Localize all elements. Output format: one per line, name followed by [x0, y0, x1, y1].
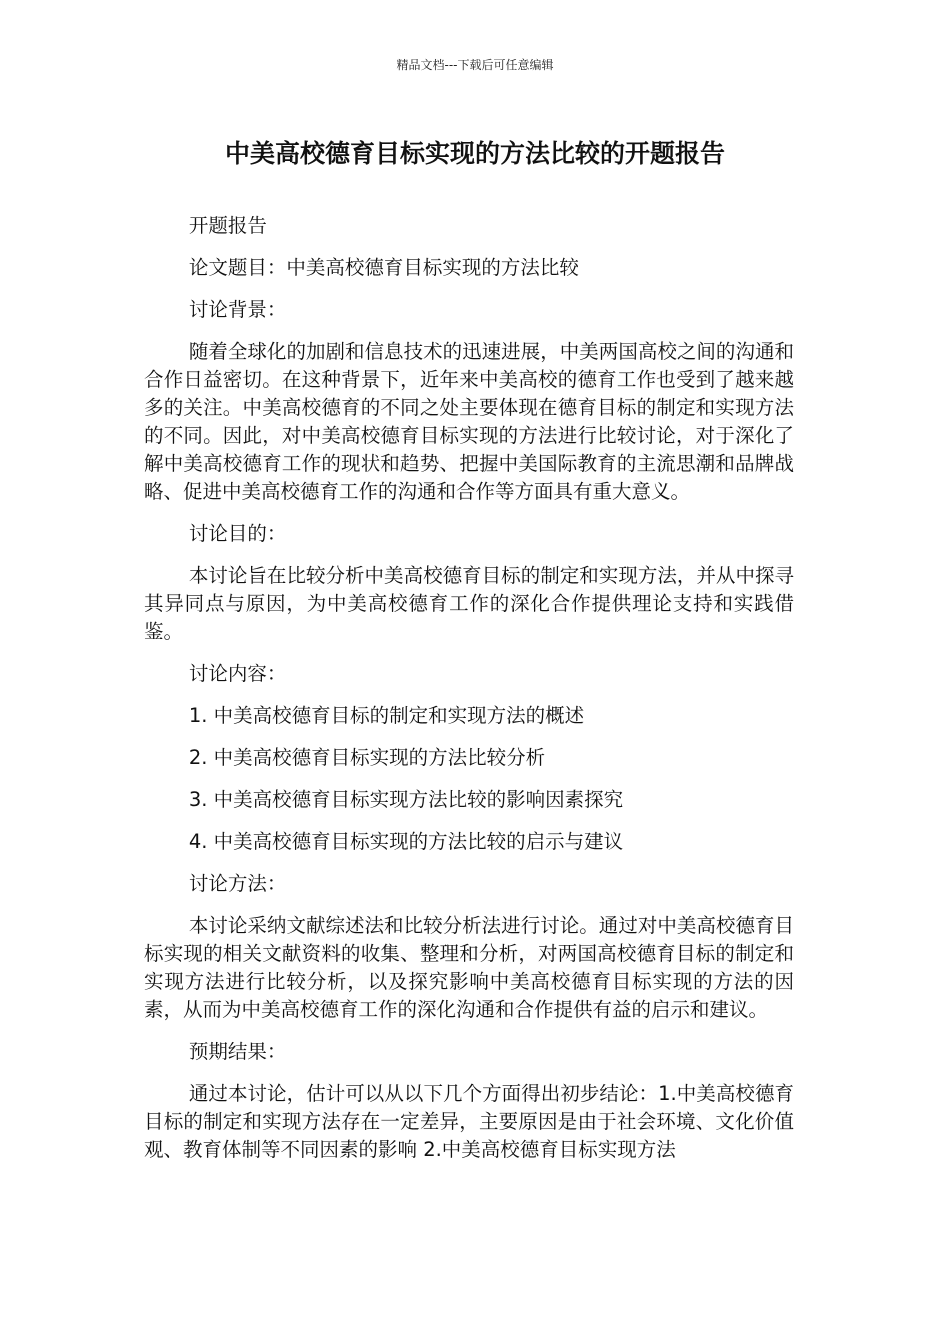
section-label-purpose: 讨论目的： [188, 522, 287, 545]
paragraph-expected-results: 通过本讨论，估计可以从以下几个方面得出初步结论：1.中美高校德育目标的制定和实现方法存在一定差异，主要原因是由于社会环境、文化价值观、教育体制等不同因素的影响 2.中美高校德育目标实现方法 [144, 1082, 794, 1161]
section-label-content: 讨论内容： [188, 662, 287, 685]
paragraph-purpose: 本讨论旨在比较分析中美高校德育目标的制定和实现方法，并从中探寻其异同点与原因，为中美高校德育工作的深化合作提供理论支持和实践借鉴。 [144, 564, 794, 643]
document-body [144, 212, 794, 1164]
content-item-2: 2. 中美高校德育目标实现的方法比较分析 [188, 746, 546, 769]
paragraph-method: 本讨论采纳文献综述法和比较分析法进行讨论。通过对中美高校德育目标实现的相关文献资料的收集、整理和分析，对两国高校德育目标的制定和实现方法进行比较分析，以及探究影响中美高校德育目标实现的方法的因素，从而为中美高校德育工作的深化沟通和合作提供有益的启示和建议。 [144, 914, 794, 1021]
section-label-background: 讨论背景： [188, 298, 287, 321]
content-item-1: 1. 中美高校德育目标的制定和实现方法的概述 [188, 704, 585, 727]
section-label-method: 讨论方法： [188, 872, 287, 895]
section-label-expected-results: 预期结果： [188, 1040, 287, 1063]
page-header-note: 精品文档---下载后可任意编辑 [396, 58, 554, 72]
document-title: 中美高校德育目标实现的方法比较的开题报告 [224, 139, 725, 168]
heading-proposal: 开题报告 [188, 214, 267, 237]
content-item-4: 4. 中美高校德育目标实现的方法比较的启示与建议 [188, 830, 624, 853]
paragraph-background: 随着全球化的加剧和信息技术的迅速进展，中美两国高校之间的沟通和合作日益密切。在这种背景下，近年来中美高校的德育工作也受到了越来越多的关注。中美高校德育的不同之处主要体现在德育目标的制定和实现方法的不同。因此，对中美高校德育目标实现的方法进行比较讨论，对于深化了解中美高校德育工作的现状和趋势、把握中美国际教育的主流思潮和品牌战略、促进中美高校德育工作的沟通和合作等方面具有重大意义。 [144, 340, 794, 503]
thesis-title-line: 论文题目：中美高校德育目标实现的方法比较 [188, 256, 579, 279]
content-item-3: 3. 中美高校德育目标实现方法比较的影响因素探究 [188, 788, 624, 811]
